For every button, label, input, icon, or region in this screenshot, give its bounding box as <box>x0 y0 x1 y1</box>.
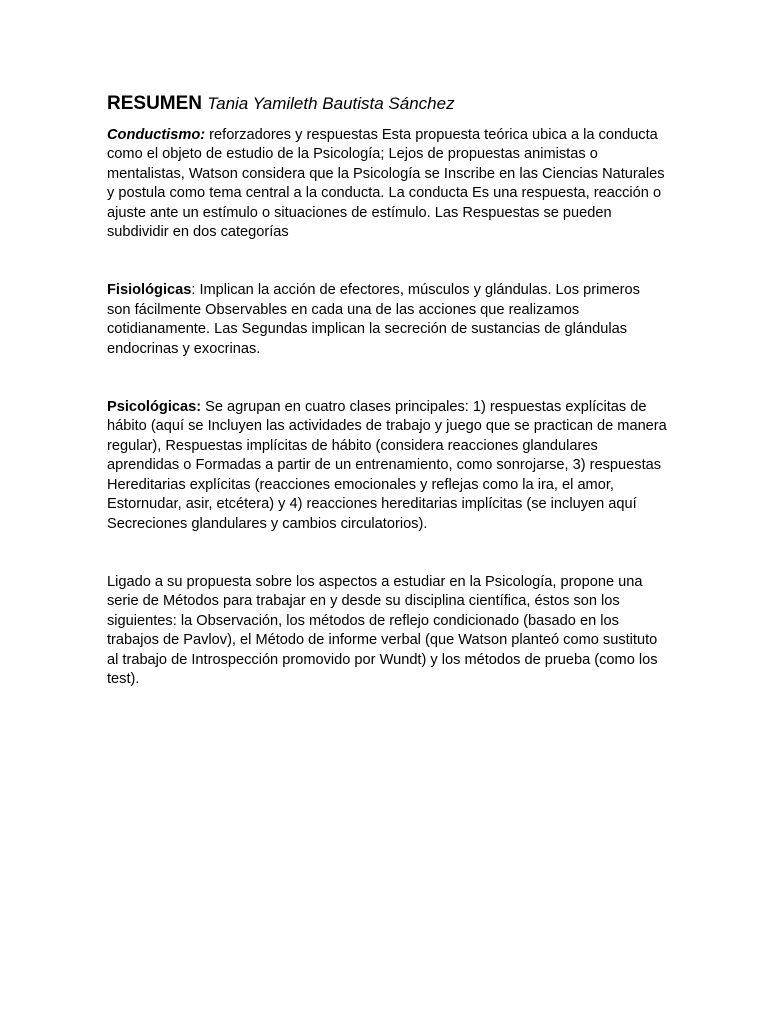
paragraph-metodos <box>107 573 667 689</box>
paragraph-body-psicologicas: Se agrupan en cuatro clases principales: 1) respuestas explícitas de hábito (aquí se Incluyen las actividades de trabajo y juego que se practican de manera regular), Respuestas implícitas de hábito (considera reacciones glandulares aprendidas o Formadas a partir de un entrenamiento, como sonrojarse, 3) respuestas Hereditarias explícitas (reacciones emocionales y reflejas como la ira, el amor, Estornudar, asir, etcétera) y 4) reacciones hereditarias implícitas (se incluyen aquí Secreciones glandulares y cambios circulatorios). <box>107 399 667 532</box>
paragraph-body-conductismo: reforzadores y respuestas Esta propuesta teórica ubica a la conducta como el objeto de estudio de la Psicología; Lejos de propuestas animistas o mentalistas, Watson considera que la Psicología se Inscribe en las Ciencias Naturales y postula como tema central a la conducta. La conducta Es una respuesta, reacción o ajuste ante un estímulo o situaciones de estímulo. Las Respuestas se pueden subdividir en dos categorías <box>107 127 665 241</box>
paragraph-lead-psicologicas: Psicológicas: <box>107 399 202 416</box>
document-author: Tania Yamileth Bautista Sánchez <box>207 94 455 113</box>
paragraph-psicologicas <box>107 398 667 534</box>
paragraph-fisiologicas <box>107 281 667 359</box>
paragraph-lead-fisiologicas: Fisiológicas <box>107 282 192 299</box>
paragraph-lead-conductismo: Conductismo: <box>107 127 206 143</box>
document-title: RESUMEN <box>107 93 203 114</box>
paragraph-body-fisiologicas: : Implican la acción de efectores, músculos y glándulas. Los primeros son fácilmente Observables en cada una de las acciones que realizamos cotidianamente. Las Segundas implican la secreción de sustancias de glándulas endocrinas y exocrinas. <box>107 282 640 357</box>
document-heading <box>107 92 667 116</box>
paragraph-conductismo <box>107 126 667 242</box>
document-content <box>107 92 667 689</box>
paragraph-body-metodos: Ligado a su propuesta sobre los aspectos a estudiar en la Psicología, propone una serie de Métodos para trabajar en y desde su disciplina científica, éstos son los siguientes: la Observación, los métodos de reflejo condicionado (basado en los trabajos de Pavlov), el Método de informe verbal (que Watson planteó como sustituto al trabajo de Introspección promovido por Wundt) y los métodos de prueba (como los test). <box>107 573 658 687</box>
